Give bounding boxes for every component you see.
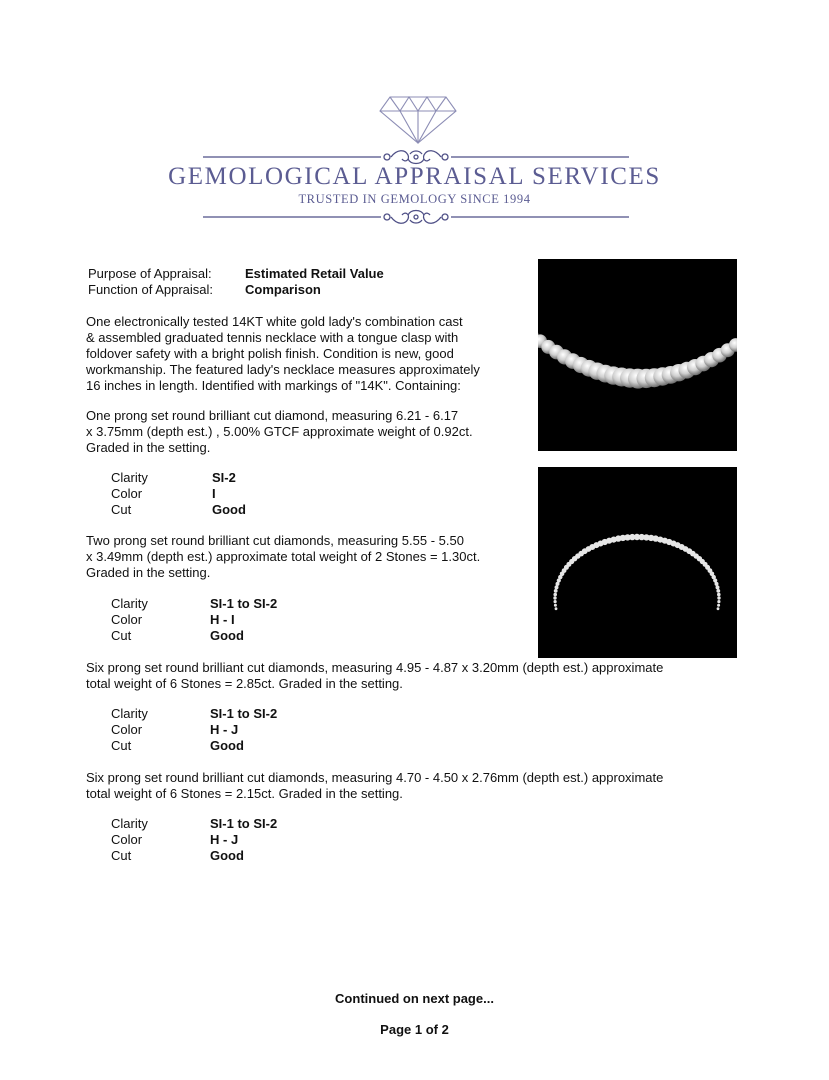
- purpose-label: Purpose of Appraisal:: [88, 266, 212, 281]
- diamond-logo-icon: [378, 94, 458, 144]
- diamond-stone: [555, 585, 559, 589]
- purpose-value: Estimated Retail Value: [245, 266, 384, 281]
- cut-value: Good: [210, 628, 244, 643]
- diamond-stone: [717, 593, 721, 597]
- company-tagline: TRUSTED IN GEMOLOGY SINCE 1994: [298, 192, 531, 206]
- stone-description-line: Graded in the setting.: [86, 440, 211, 455]
- description-line: One electronically tested 14KT white gold lady's combination cast: [86, 314, 463, 329]
- cut-label: Cut: [111, 628, 132, 643]
- cut-value: Good: [210, 738, 244, 753]
- color-label: Color: [111, 486, 143, 501]
- diamond-stone: [555, 607, 558, 610]
- cut-label: Cut: [111, 848, 132, 863]
- stone-description-line: Graded in the setting.: [86, 565, 211, 580]
- stone-description-line: x 3.49mm (depth est.) approximate total weight of 2 Stones = 1.30ct.: [86, 549, 481, 564]
- clarity-value: SI-2: [212, 470, 236, 485]
- necklace-closeup-photo: [538, 259, 737, 451]
- description-line: workmanship. The featured lady's necklace measures approximately: [86, 362, 480, 377]
- clarity-label: Clarity: [111, 470, 148, 485]
- color-value: I: [212, 486, 216, 501]
- stone-description-line: total weight of 6 Stones = 2.15ct. Graded in the setting.: [86, 786, 403, 801]
- stone-description-line: total weight of 6 Stones = 2.85ct. Graded in the setting.: [86, 676, 403, 691]
- stone-description-line: x 3.75mm (depth est.) , 5.00% GTCF approximate weight of 0.92ct.: [86, 424, 473, 439]
- diamond-stone: [717, 596, 720, 599]
- cut-value: Good: [210, 848, 244, 863]
- diamond-stone: [716, 589, 720, 593]
- clarity-value: SI-1 to SI-2: [210, 816, 278, 831]
- stone-description-line: Six prong set round brilliant cut diamonds, measuring 4.70 - 4.50 x 2.76mm (depth est.) approximate: [86, 770, 664, 785]
- clarity-label: Clarity: [111, 596, 148, 611]
- diamond-stone: [553, 596, 556, 599]
- color-value: H - J: [210, 722, 239, 737]
- color-value: H - J: [210, 832, 239, 847]
- diamond-stone: [554, 600, 557, 603]
- cut-label: Cut: [111, 502, 132, 517]
- continued-note: Continued on next page...: [335, 991, 494, 1006]
- diamond-stone: [716, 585, 720, 589]
- color-label: Color: [111, 722, 143, 737]
- diamond-stone: [554, 604, 557, 607]
- clarity-label: Clarity: [111, 706, 148, 721]
- scroll-ornament-bottom-icon: [203, 206, 629, 228]
- company-name: GEMOLOGICAL APPRAISAL SERVICES: [168, 163, 661, 190]
- page-number: Page 1 of 2: [380, 1022, 449, 1037]
- diamond-stone: [715, 582, 719, 586]
- description-line: foldover safety with a bright polish finish. Condition is new, good: [86, 346, 454, 361]
- stone-description-line: Six prong set round brilliant cut diamonds, measuring 4.95 - 4.87 x 3.20mm (depth est.) approximate: [86, 660, 664, 675]
- stone-description-line: One prong set round brilliant cut diamond, measuring 6.21 - 6.17: [86, 408, 459, 423]
- cut-label: Cut: [111, 738, 132, 753]
- necklace-full-photo: [538, 467, 737, 658]
- clarity-value: SI-1 to SI-2: [210, 706, 278, 721]
- function-value: Comparison: [245, 282, 321, 297]
- clarity-value: SI-1 to SI-2: [210, 596, 278, 611]
- description-line: 16 inches in length. Identified with markings of "14K". Containing:: [86, 378, 461, 393]
- color-value: H - I: [210, 612, 235, 627]
- description-line: & assembled graduated tennis necklace with a tongue clasp with: [86, 330, 459, 345]
- color-label: Color: [111, 832, 143, 847]
- diamond-stone: [717, 600, 720, 603]
- stone-description-line: Two prong set round brilliant cut diamonds, measuring 5.55 - 5.50: [86, 533, 464, 548]
- function-label: Function of Appraisal:: [88, 282, 214, 297]
- cut-value: Good: [212, 502, 246, 517]
- diamond-stone: [717, 604, 720, 607]
- diamond-stone: [717, 607, 720, 610]
- clarity-label: Clarity: [111, 816, 148, 831]
- diamond-stone: [553, 593, 557, 597]
- color-label: Color: [111, 612, 143, 627]
- diamond-stone: [554, 589, 558, 593]
